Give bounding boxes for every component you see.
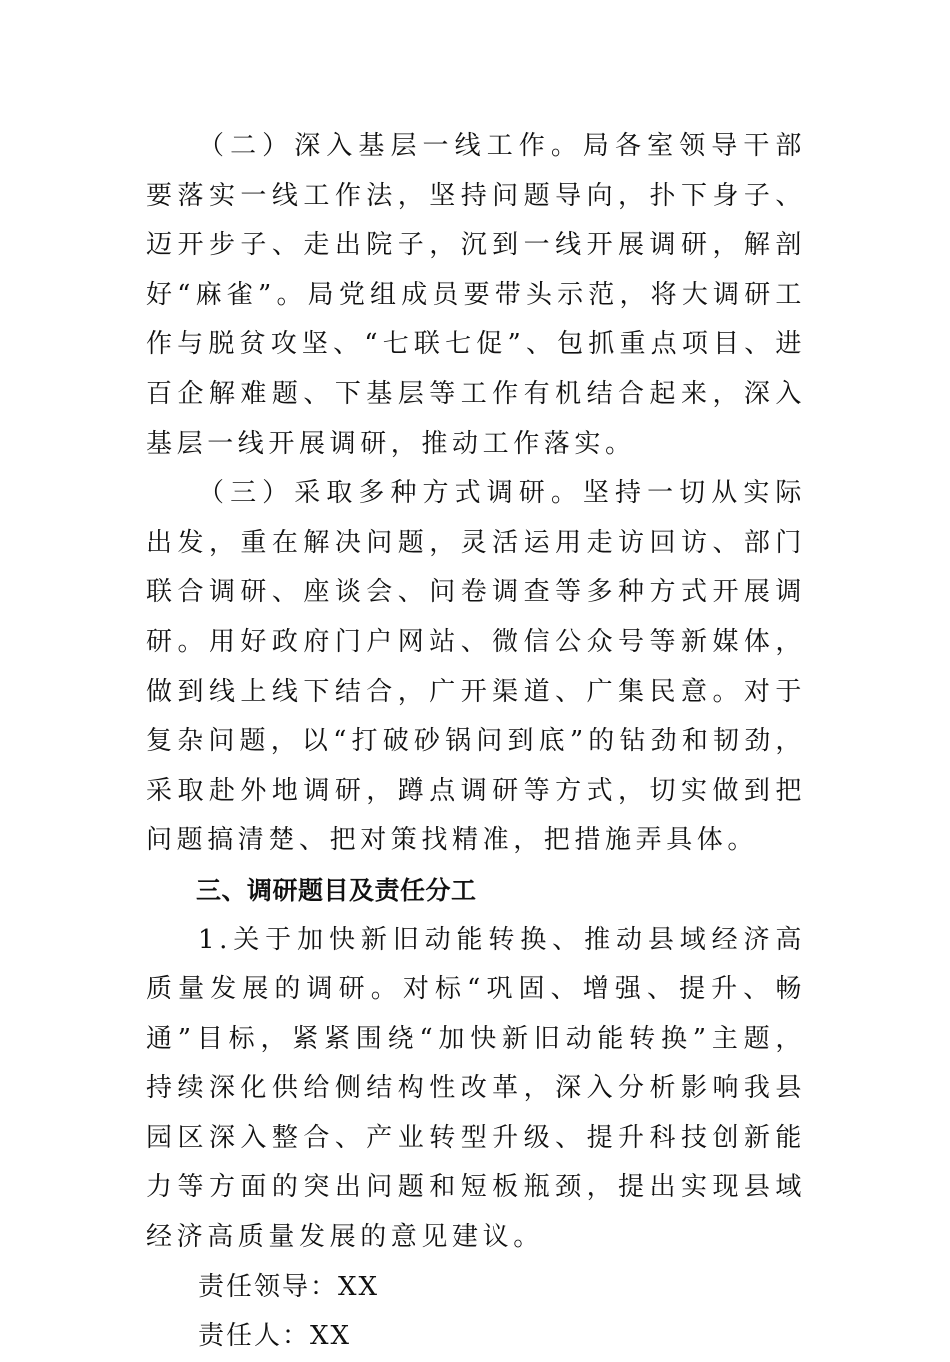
responsible-leader: 责任领导：XX	[198, 1271, 380, 1302]
paragraph-research-methods: （三）采取多种方式调研。坚持一切从实际出发，重在解决问题，灵活运用走访回访、部门联合调研、座谈会、问卷调查等多种方式开展调研。用好政府门户网站、微信公众号等新媒体，做到线上线下结合，广开渠道、广集民意。对于复杂问题，以“打破砂锅问到底”的钻劲和韧劲，采取赴外地调研，蹲点调研等方式，切实做到把问题搞清楚、把对策找精准，把措施弄具体。	[146, 478, 806, 856]
paragraph-field-research: （二）深入基层一线工作。局各室领导干部要落实一线工作法，坚持问题导向，扑下身子、迈开步子、走出院子，沉到一线开展调研，解剖好“麻雀”。局党组成员要带头示范，将大调研工作与脱贫攻坚、“七联七促”、包抓重点项目、进百企解难题、下基层等工作有机结合起来，深入基层一线开展调研，推动工作落实。	[146, 131, 806, 459]
paragraph-topic-1: 1.关于加快新旧动能转换、推动县域经济高质量发展的调研。对标“巩固、增强、提升、畅通”目标，紧紧围绕“加快新旧动能转换”主题，持续深化供给侧结构性改革，深入分析影响我县园区深入整合、产业转型升级、提升科技创新能力等方面的突出问题和短板瓶颈，提出实现县域经济高质量发展的意见建议。	[146, 924, 806, 1253]
document-body	[146, 122, 806, 1362]
section-heading-research-topics: 三、调研题目及责任分工	[196, 875, 477, 905]
responsible-person: 责任人：XX	[198, 1321, 352, 1352]
